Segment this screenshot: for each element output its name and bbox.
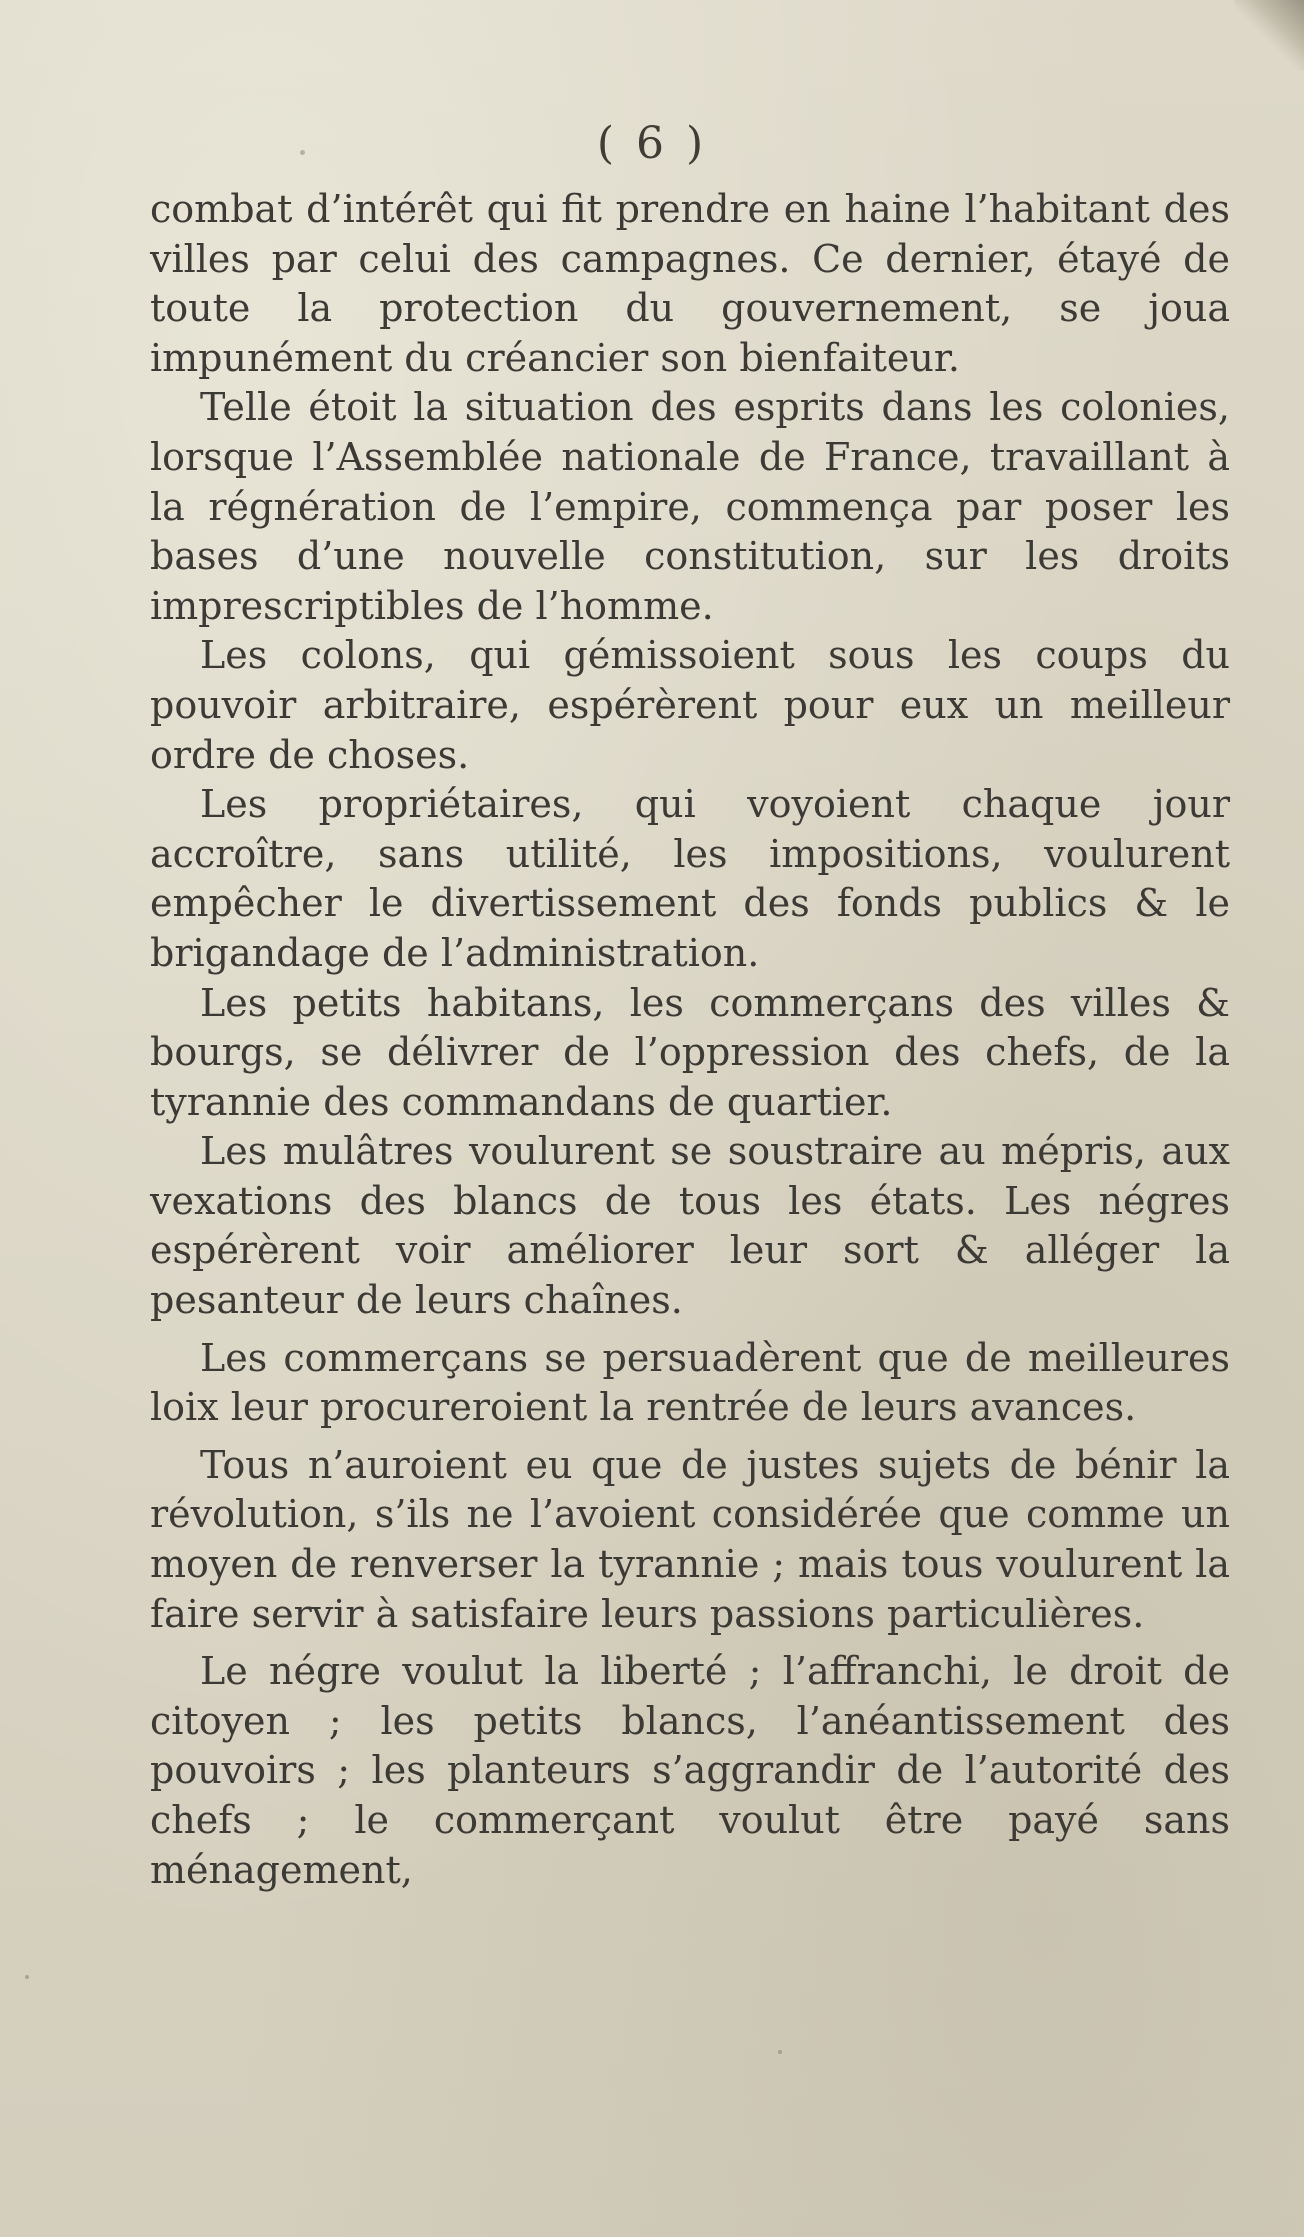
paper-speck xyxy=(778,2050,782,2054)
paragraph: Les petits habitans, les commerçans des villes & bourgs, se délivrer de l’oppression des chefs, de la tyrannie des commandans de quartier. xyxy=(150,980,1230,1124)
body-text xyxy=(150,185,1230,1895)
paragraph: Les colons, qui gémissoient sous les coups du pouvoir arbitraire, espérèrent pour eux un meilleur ordre de choses. xyxy=(150,633,1230,777)
paragraph: Les mulâtres voulurent se soustraire au mépris, aux vexations des blancs de tous les états. Les négres espérèrent voir améliorer leur sort & alléger la pesanteur de leurs chaînes. xyxy=(150,1129,1230,1323)
page-number: ( 6 ) xyxy=(596,118,708,169)
paragraph: Le négre voulut la liberté ; l’affranchi, le droit de citoyen ; les petits blancs, l’anéantissement des pouvoirs ; les planteurs s’aggrandir de l’autorité des chefs ; le commerçant voulut être payé sans ménagement, xyxy=(150,1649,1230,1892)
page-corner-fold xyxy=(1234,0,1304,70)
paragraph: Telle étoit la situation des esprits dans les colonies, lorsque l’Assemblée nationale de France, travaillant à la régnération de l’empire, commença par poser les bases d’une nouvelle constitution, sur les droits imprescriptibles de l’homme. xyxy=(150,385,1230,628)
paragraph: combat d’intérêt qui fit prendre en haine l’habitant des villes par celui des campagnes. Ce dernier, étayé de toute la protection du gouvernement, se joua impunément du créancier son bienfaiteur. xyxy=(150,187,1230,380)
paragraph: Les commerçans se persuadèrent que de meilleures loix leur procureroient la rentrée de leurs avances. xyxy=(150,1335,1230,1430)
paragraph: Les propriétaires, qui voyoient chaque jour accroître, sans utilité, les impositions, voulurent empêcher le divertissement des fonds publics & le brigandage de l’administration. xyxy=(150,782,1230,975)
paper-speck xyxy=(25,1975,29,1979)
paragraph: Tous n’auroient eu que de justes sujets de bénir la révolution, s’ils ne l’avoient considérée que comme un moyen de renverser la tyrannie ; mais tous voulurent la faire servir à satisfaire leurs passions particulières. xyxy=(150,1442,1230,1636)
